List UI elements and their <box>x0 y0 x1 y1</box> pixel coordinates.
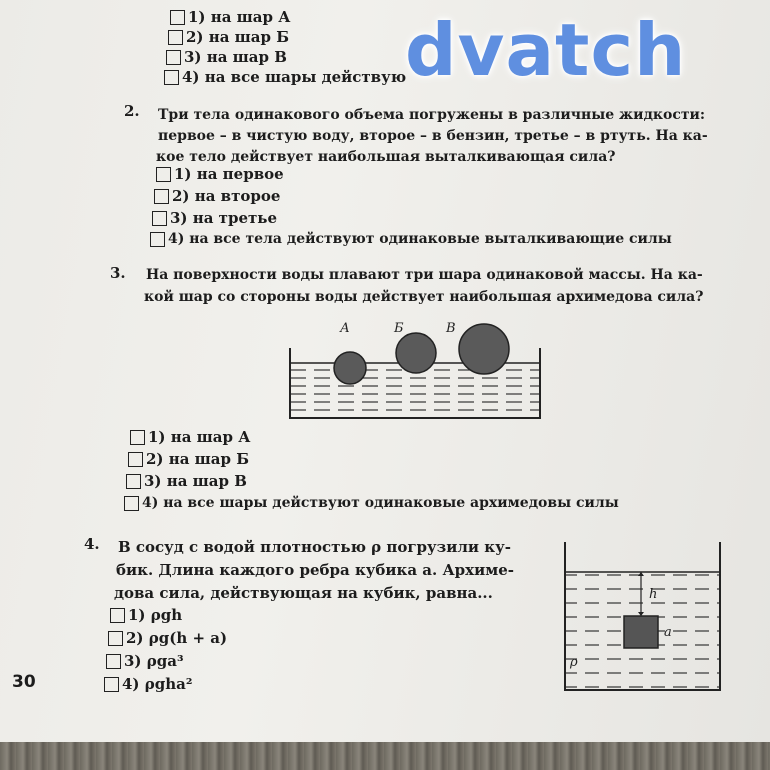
checkbox[interactable] <box>124 496 139 511</box>
q1-option-2[interactable]: 2) на шар Б <box>168 28 289 46</box>
q2-option-1[interactable]: 1) на первое <box>156 165 284 183</box>
checkbox[interactable] <box>126 474 141 489</box>
q4-text-line-1: В сосуд с водой плотностью ρ погрузили ку- <box>118 538 511 556</box>
checkbox[interactable] <box>108 631 123 646</box>
checkbox[interactable] <box>150 232 165 247</box>
ball-a <box>334 352 366 384</box>
checkbox[interactable] <box>130 430 145 445</box>
wooden-table-edge <box>0 742 770 770</box>
q4-text-line-2: бик. Длина каждого ребра кубика a. Архиме- <box>116 561 515 579</box>
checkbox[interactable] <box>152 211 167 226</box>
q2-option-3[interactable]: 3) на третье <box>152 209 277 227</box>
q4-text-line-3: дова сила, действующая на кубик, равна... <box>114 584 493 602</box>
q2-text-line-1: Три тела одинакового объема погружены в различные жидкости: <box>158 107 706 123</box>
h-label: h <box>649 587 658 602</box>
q3-option-2[interactable]: 2) на шар Б <box>128 450 249 468</box>
vessel-with-cube-figure <box>560 540 725 695</box>
page-number: 30 <box>12 672 36 692</box>
vessel-with-balls-figure <box>288 318 548 428</box>
q4-option-4[interactable]: 4) ρgha² <box>104 675 192 693</box>
checkbox[interactable] <box>156 167 171 182</box>
q3-text-line-1: На поверхности воды плавают три шара одинаковой массы. На ка- <box>146 267 703 283</box>
checkbox[interactable] <box>166 50 181 65</box>
q1-option-3[interactable]: 3) на шар В <box>166 48 287 66</box>
q2-number: 2. <box>124 102 140 120</box>
checkbox[interactable] <box>170 10 185 25</box>
checkbox[interactable] <box>106 654 121 669</box>
a-label: a <box>664 625 672 640</box>
q3-option-4[interactable]: 4) на все шары действуют одинаковые архимедовы силы <box>124 495 619 511</box>
q3-option-3[interactable]: 3) на шар В <box>126 472 247 490</box>
q4-option-3[interactable]: 3) ρga³ <box>106 652 184 670</box>
q4-option-1[interactable]: 1) ρgh <box>110 606 182 624</box>
ball-b <box>396 333 436 373</box>
checkbox[interactable] <box>168 30 183 45</box>
checkbox[interactable] <box>154 189 169 204</box>
ball-c-label: В <box>446 321 456 336</box>
checkbox[interactable] <box>104 677 119 692</box>
watermark-text: dvatch <box>405 8 687 92</box>
q4-number: 4. <box>84 535 100 553</box>
ball-b-label: Б <box>394 321 404 336</box>
cube <box>624 616 658 648</box>
q3-text-line-2: кой шар со стороны воды действует наибольшая архимедова сила? <box>144 289 704 305</box>
checkbox[interactable] <box>128 452 143 467</box>
ball-a-label: А <box>340 321 350 336</box>
q3-number: 3. <box>110 264 126 282</box>
checkbox[interactable] <box>110 608 125 623</box>
q1-option-1[interactable]: 1) на шар А <box>170 8 290 26</box>
q2-text-line-2: первое – в чистую воду, второе – в бензин, третье – в ртуть. На ка- <box>158 128 708 144</box>
q3-option-1[interactable]: 1) на шар А <box>130 428 250 446</box>
ball-c <box>459 324 509 374</box>
q2-text-line-3: кое тело действует наибольшая выталкивающая сила? <box>156 149 616 165</box>
rho-label: ρ <box>570 655 578 670</box>
q2-option-4[interactable]: 4) на все тела действуют одинаковые выталкивающие силы <box>150 231 672 247</box>
q4-option-2[interactable]: 2) ρg(h + a) <box>108 629 227 647</box>
checkbox[interactable] <box>164 70 179 85</box>
q1-option-4[interactable]: 4) на все шары действую <box>164 68 406 86</box>
q2-option-2[interactable]: 2) на второе <box>154 187 280 205</box>
